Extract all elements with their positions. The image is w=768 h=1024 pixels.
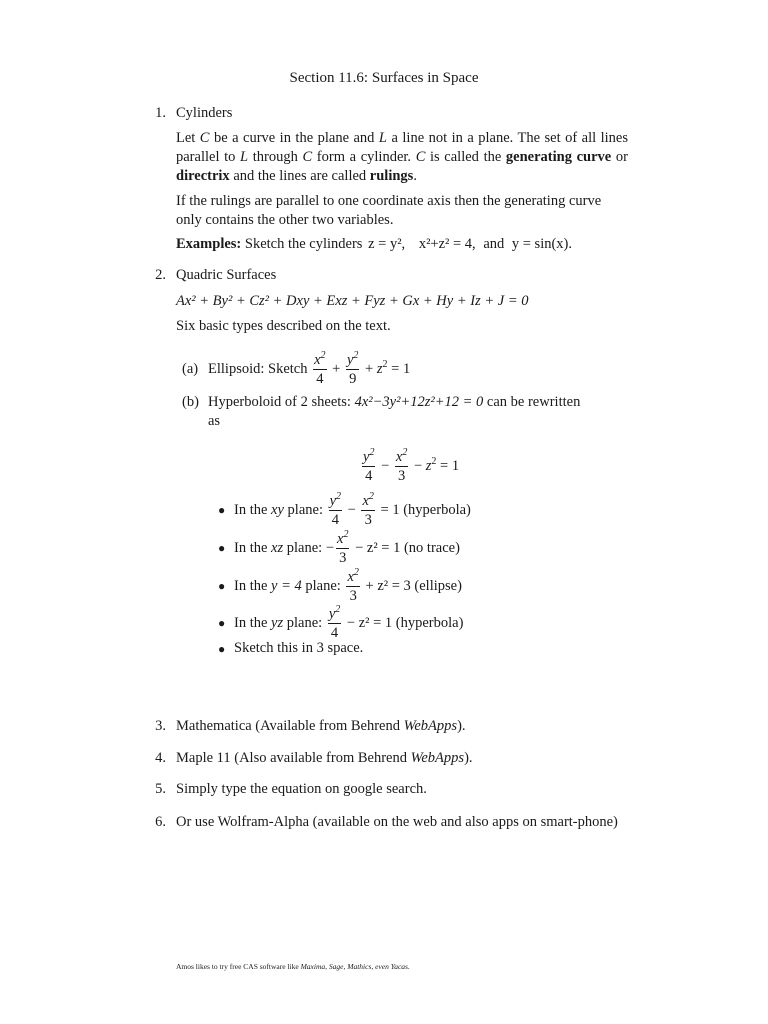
bullet-dot: ● bbox=[218, 579, 226, 593]
page-title: Section 11.6: Surfaces in Space bbox=[289, 70, 479, 86]
item-3-text: Mathematica (Available from Behrend WebApps). bbox=[176, 718, 466, 734]
quadric-general-equation: Ax² + By² + Cz² + Dxy + Exz + Fyz + Gx + Hy + Iz + J = 0 bbox=[176, 293, 529, 309]
item-6-text: Or use Wolfram-Alpha (available on the web and also apps on smart-phone) bbox=[176, 814, 618, 830]
trace-xz: In the xz plane: − $\frac{x^2}{3}$ − z² = 1 (no trace) bbox=[234, 528, 460, 567]
hyperboloid-label: (b) bbox=[182, 394, 199, 410]
hyperboloid-text: Hyperboloid of 2 sheets: 4x²−3y²+12z²+12 = 0 can be rewritten bbox=[208, 394, 581, 410]
item-1-heading: Cylinders bbox=[176, 105, 233, 121]
item-1-number: 1. bbox=[155, 105, 166, 121]
trace-yz: In the yz plane: $\frac{y^2}{4}$ − z² = 1 (hyperbola) bbox=[234, 603, 464, 642]
rulings-note: If the rulings are parallel to one coordinate axis then the generating curve only contains the other two variables. bbox=[176, 193, 602, 228]
cylinder-examples: Examples: Sketch the cylinders z = y², x²+z² = 4, and y = sin(x). bbox=[176, 236, 573, 252]
item-6-number: 6. bbox=[155, 814, 166, 830]
item-2-heading: Quadric Surfaces bbox=[176, 267, 277, 283]
item-5-number: 5. bbox=[155, 781, 166, 797]
sketch-3-space: Sketch this in 3 space. bbox=[234, 640, 364, 656]
footnote: Amos likes to try free CAS software like Maxima, Sage, Mathics, even Yacas. bbox=[176, 962, 410, 971]
item-2-number: 2. bbox=[155, 267, 166, 283]
item-4-number: 4. bbox=[155, 750, 166, 766]
cylinder-definition: Let C be a curve in the plane and L a line not in a plane. The set of all lines parallel to L through C form a cylinder. C is called the generating curve or directrix and the lines are called rulings. bbox=[176, 130, 629, 184]
trace-xy: In the xy plane: $\frac{y^2}{4}$ − $\frac{x^2}{3}$ = 1 (hyperbola) bbox=[234, 490, 471, 529]
item-5-text: Simply type the equation on google search. bbox=[176, 781, 427, 797]
hyperboloid-standard-form: $\frac{y^2}{4}$ − $\frac{x^2}{3}$ − $z^2 = 1$ bbox=[363, 446, 460, 485]
ellipsoid-label: (a) bbox=[182, 361, 199, 377]
bullet-dot: ● bbox=[218, 541, 226, 555]
bullet-dot: ● bbox=[218, 616, 226, 630]
hyperboloid-text-cont: as bbox=[208, 413, 221, 429]
trace-y4: In the y = 4 plane: $\frac{x^2}{3}$ + z² = 3 (ellipse) bbox=[234, 566, 462, 605]
ellipsoid-equation: Ellipsoid: Sketch $\frac{x^2}{4}$ + $\frac{y^2}{9}$ + $z^2 = 1$ bbox=[208, 349, 411, 388]
item-4-text: Maple 11 (Also available from Behrend WebApps). bbox=[176, 750, 473, 766]
bullet-dot: ● bbox=[218, 642, 226, 656]
item-3-number: 3. bbox=[155, 718, 166, 734]
six-types-note: Six basic types described on the text. bbox=[176, 318, 391, 334]
bullet-dot: ● bbox=[218, 503, 226, 517]
